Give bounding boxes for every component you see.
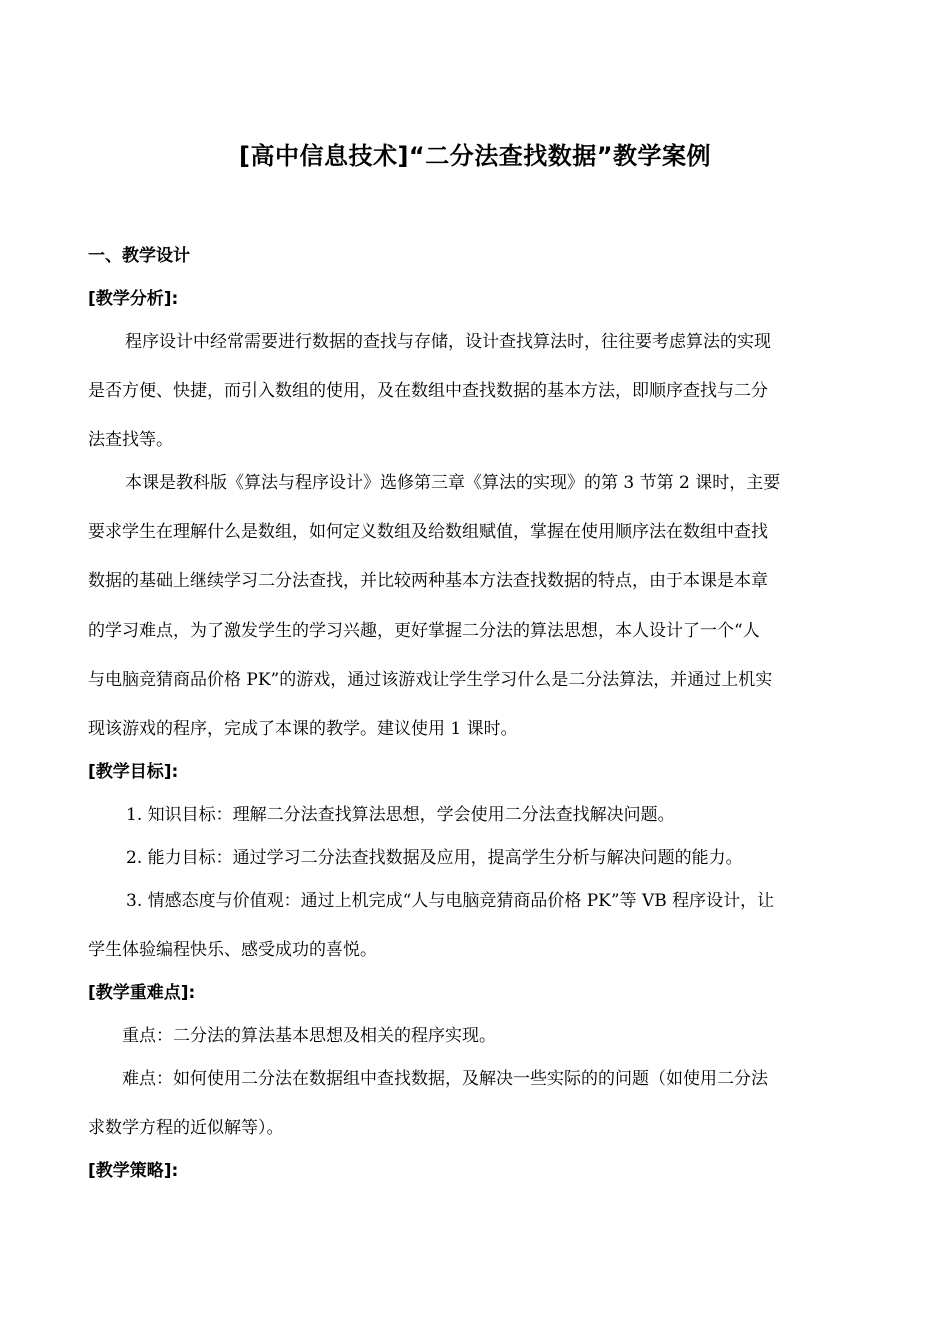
focus-line: 重点：二分法的算法基本思想及相关的程序实现。 — [122, 1026, 496, 1046]
paragraph-line: 的学习难点，为了激发学生的学习兴趣，更好掌握二分法的算法思想，本人设计了一个“人 — [88, 621, 760, 641]
paragraph-line: 程序设计中经常需要进行数据的查找与存储，设计查找算法时，往往要考虑算法的实现 — [125, 332, 771, 352]
section-heading: 一、教学设计 — [88, 246, 190, 266]
objective-item: 2. 能力目标：通过学习二分法查找数据及应用，提高学生分析与解决问题的能力。 — [126, 848, 743, 868]
difficulty-line: 求数学方程的近似解等）。 — [88, 1118, 284, 1138]
objective-item: 3. 情感态度与价值观：通过上机完成“人与电脑竞猜商品价格 PK”等 VB 程序设计，让 — [126, 891, 775, 911]
document-title: [高中信息技术]“二分法查找数据”教学案例 — [239, 142, 711, 170]
objectives-heading: [教学目标]: — [88, 762, 179, 782]
difficulty-line: 难点：如何使用二分法在数据组中查找数据，及解决一些实际的的问题（如使用二分法 — [122, 1069, 768, 1089]
paragraph-line: 与电脑竞猜商品价格 PK”的游戏，通过该游戏让学生学习什么是二分法算法，并通过上机实 — [88, 670, 773, 690]
paragraph-line: 是否方便、快捷，而引入数组的使用，及在数组中查找数据的基本方法，即顺序查找与二分 — [88, 381, 768, 401]
paragraph-line: 法查找等。 — [88, 430, 173, 450]
objective-item-continuation: 学生体验编程快乐、感受成功的喜悦。 — [88, 940, 377, 960]
objective-item: 1. 知识目标：理解二分法查找算法思想，学会使用二分法查找解决问题。 — [126, 805, 675, 825]
key-points-heading: [教学重难点]: — [88, 983, 196, 1003]
analysis-heading: [教学分析]: — [88, 289, 179, 309]
paragraph-line: 本课是教科版《算法与程序设计》选修第三章《算法的实现》的第 3 节第 2 课时，主要 — [125, 473, 781, 493]
paragraph-line: 要求学生在理解什么是数组，如何定义数组及给数组赋值，掌握在使用顺序法在数组中查找 — [88, 522, 768, 542]
strategy-heading: [教学策略]: — [88, 1161, 179, 1181]
paragraph-line: 现该游戏的程序，完成了本课的教学。建议使用 1 课时。 — [88, 719, 518, 739]
paragraph-line: 数据的基础上继续学习二分法查找，并比较两种基本方法查找数据的特点，由于本课是本章 — [88, 571, 768, 591]
